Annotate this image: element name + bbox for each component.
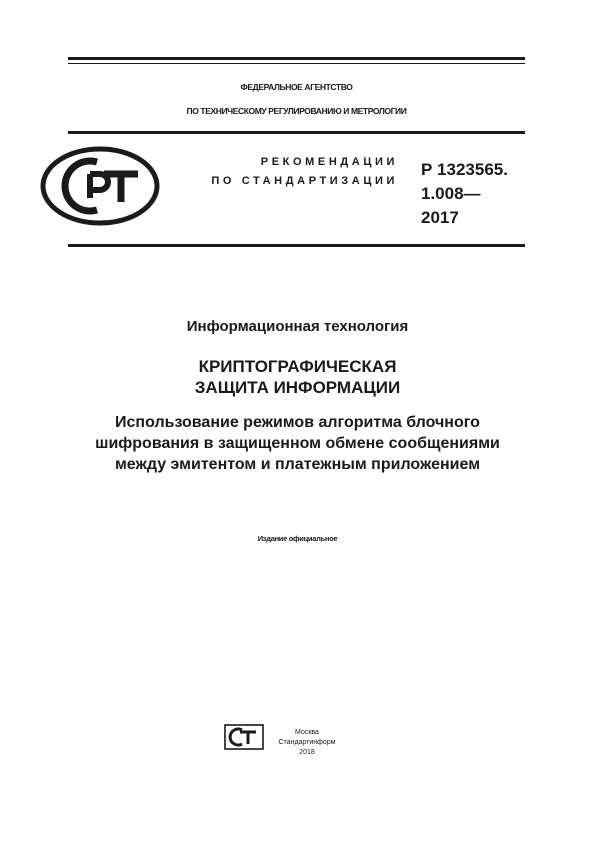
imprint-city: Москва xyxy=(295,729,319,736)
edition-label: Издание официальное xyxy=(257,534,338,543)
subtitle-line-1: Использование режимов алгоритма блочного xyxy=(115,414,480,431)
subtitle xyxy=(30,412,565,475)
standard-code-line-2: 1.008— xyxy=(421,184,481,203)
standartinform-logo-icon xyxy=(224,724,264,750)
top-rule-thin xyxy=(68,63,525,64)
standard-code-line-1: Р 1323565. xyxy=(421,160,508,179)
main-title xyxy=(30,356,565,398)
subtitle-line-2: шифрования в защищенном обмене сообщениями xyxy=(95,435,500,452)
gost-rst-emblem-icon xyxy=(40,146,160,226)
agency-line-1: ФЕДЕРАЛЬНОЕ АГЕНТСТВО xyxy=(240,82,353,92)
recommendation-type-line-1: РЕКОМЕНДАЦИИ xyxy=(260,156,398,168)
subtitle-line-3: между эмитентом и платежным приложением xyxy=(114,456,481,473)
standard-code-line-3: 2017 xyxy=(421,208,459,227)
main-title-line-2: ЗАЩИТА ИНФОРМАЦИИ xyxy=(194,378,401,397)
imprint-publisher: Стандартинформ xyxy=(278,739,336,746)
top-rule-thick xyxy=(68,57,525,60)
imprint-year: 2018 xyxy=(299,749,315,756)
standard-code xyxy=(421,158,508,230)
imprint xyxy=(262,728,352,758)
field-title: Информационная технология xyxy=(186,318,409,335)
agency-line-2: ПО ТЕХНИЧЕСКОМУ РЕГУЛИРОВАНИЮ И МЕТРОЛОГИИ xyxy=(186,106,407,116)
recommendation-type-line-2: ПО СТАНДАРТИЗАЦИИ xyxy=(211,175,398,187)
header-bottom-rule xyxy=(68,244,525,247)
header-rule xyxy=(68,131,525,134)
main-title-line-1: КРИПТОГРАФИЧЕСКАЯ xyxy=(198,357,397,376)
